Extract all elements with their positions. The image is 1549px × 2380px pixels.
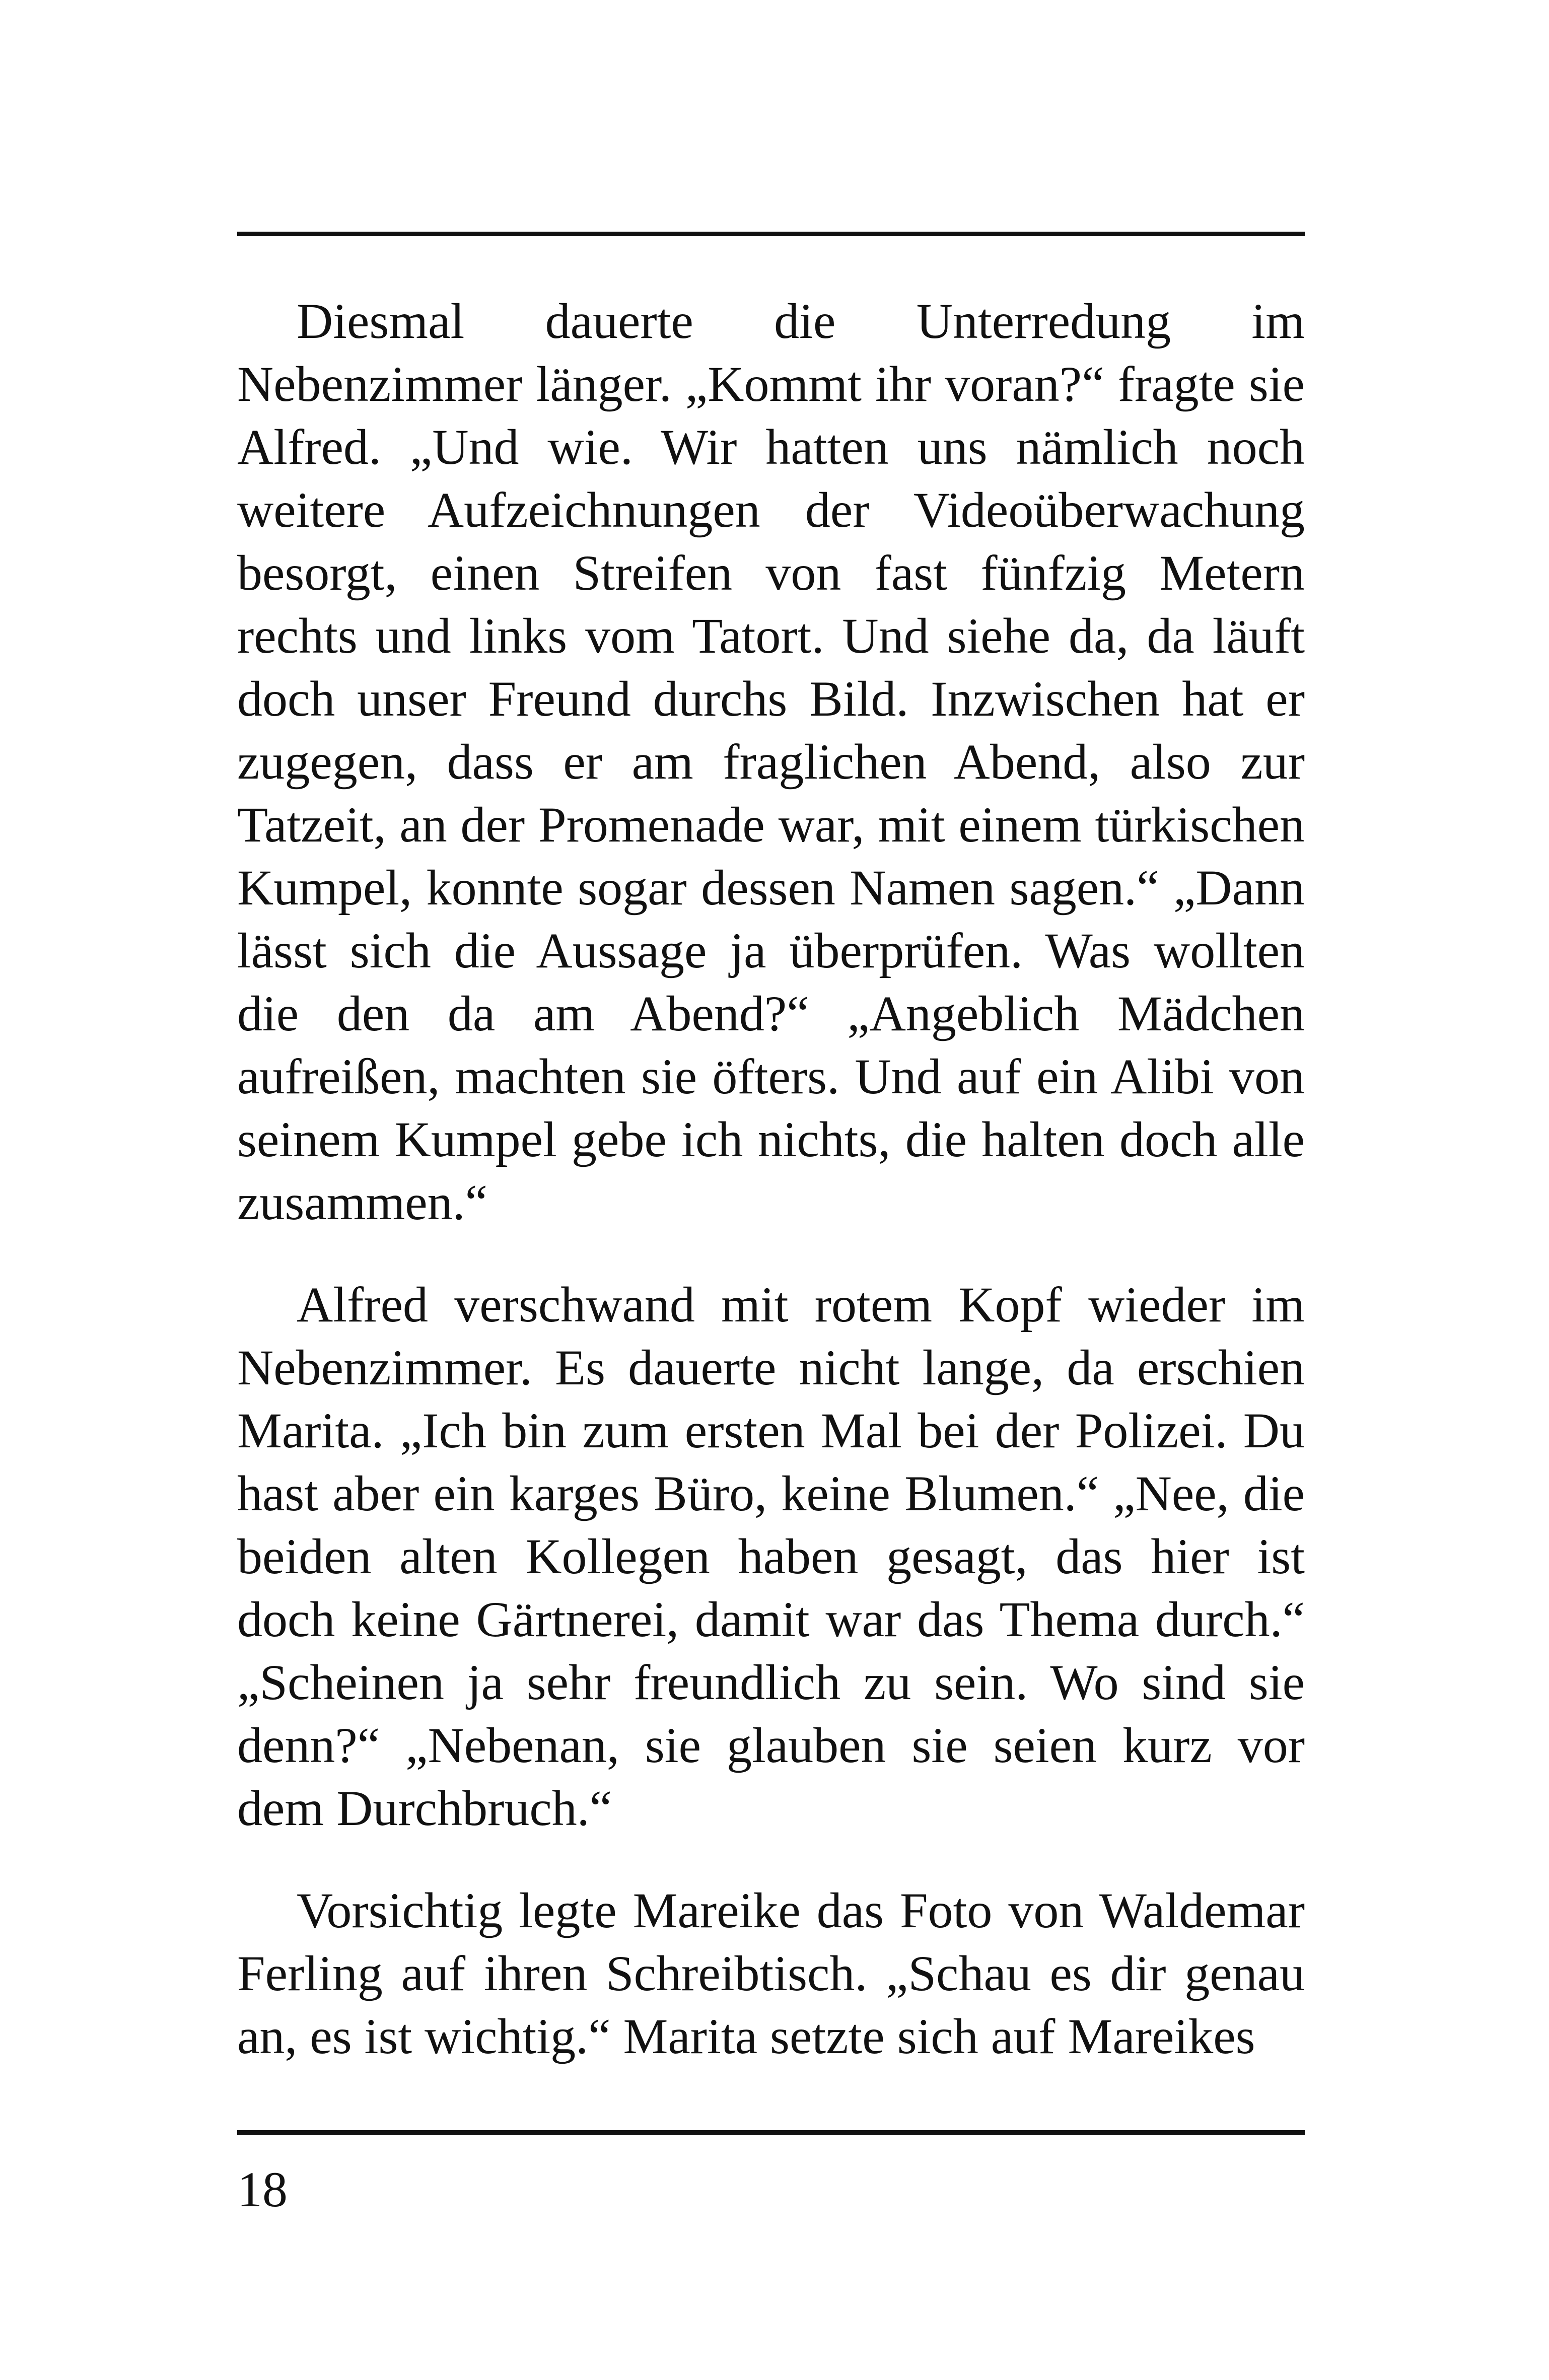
footer-rule [237,2130,1305,2135]
paragraph-1: Diesmal dauerte die Unterredung im Nebenzimmer länger. „Kommt ihr voran?“ fragte sie Alfred. „Und wie. Wir hatten uns nämlich noch weitere Aufzeichnungen der Videoüberwachung besorgt, einen Streifen von fast fünfzig Metern rechts und links vom Tatort. Und siehe da, da läuft doch unser Freund durchs Bild. Inzwischen hat er zugegen, dass er am fraglichen Abend, also zur Tatzeit, an der Promenade war, mit einem türkischen Kumpel, konnte sogar dessen Namen sagen.“ „Dann lässt sich die Aussage ja überprüfen. Was wollten die den da am Abend?“ „Angeblich Mädchen aufreißen, machten sie öfters. Und auf ein Alibi von seinem Kumpel gebe ich nichts, die halten doch alle zusammen.“ [237,293,1305,1230]
header-rule [237,232,1305,236]
paragraph-3: Vorsichtig legte Mareike das Foto von Waldemar Ferling auf ihren Schreibtisch. „Schau es dir genau an, es ist wichtig.“ Marita setzte sich auf Mareikes [237,1882,1305,2064]
page-body [237,290,1305,2107]
page-number: 18 [237,2161,288,2217]
paragraph-2: Alfred verschwand mit rotem Kopf wieder im Nebenzimmer. Es dauerte nicht lange, da erschien Marita. „Ich bin zum ersten Mal bei der Polizei. Du hast aber ein karges Büro, keine Blumen.“ „Nee, die beiden alten Kollegen haben gesagt, das hier ist doch keine Gärtnerei, damit war das Thema durch.“ „Scheinen ja sehr freundlich zu sein. Wo sind sie denn?“ „Nebenan, sie glauben sie seien kurz vor dem Durchbruch.“ [237,1277,1305,1836]
